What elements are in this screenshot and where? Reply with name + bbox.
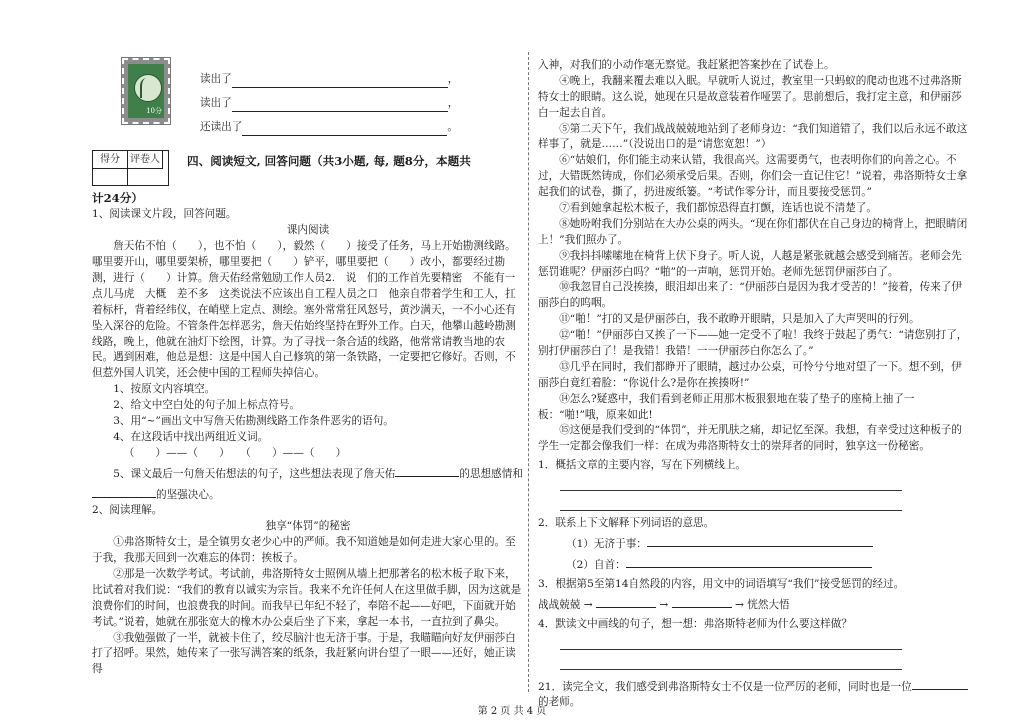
q2-passage-title: 独享“体罚”的秘密 (265, 520, 351, 533)
answer-line[interactable] (560, 496, 902, 511)
read-line-1: 读出了 ， (200, 64, 530, 88)
q2-paragraph: ⑫“啪！”伊丽莎白又挨了一下——她一定受不了啦！我终于鼓起了勇气：“请您别打了，别打伊丽莎白了！是我错！我错！一一伊丽莎白你怎么了。” (538, 329, 968, 358)
column-divider (528, 52, 529, 692)
q1-item: 1、按原文内容填空。 (113, 383, 216, 396)
score-box (92, 150, 169, 186)
read-line-2: 读出了 ， (200, 88, 530, 112)
answer-line[interactable] (912, 675, 968, 690)
q1-item-blanks: （ ）——（ ） （ ）——（ ） (123, 446, 347, 459)
q2-paragraph: ④晚上，我翻来覆去难以入眠。早就听人说过，教室里一只蚂蚁的爬动也逃不过弗洛斯特女士的眼睛。这么说，她现在只是故意装着作哑罢了。思前想后，我打定主意，和伊丽莎白一起去自首。 (538, 74, 962, 119)
q2-paragraph: ②那是一次数学考试。考试前，弗洛斯特女士照例从墙上把那著名的松木板子取下来，比试着对我们说：“我们的教育以诚实为宗旨。我来不允许任何人在这里做手脚，因为这就是浪费你们的时间，也浪费我的时间。而我早已年纪不轻了，奉陪不起——好吧，下面就开始考试。”说着，她就在那张宽大的橡木办公桌后坐了下来，拿起一本书，一直拉到了鼻尖。 (92, 567, 522, 628)
q2-paragraph: ①弗洛斯特女士，是全镇男女老少心中的严师。我不知道她是如何走进大家心里的。至于我，我那天回到一次难忘的体罚：挨板子。 (92, 536, 516, 565)
left-column (92, 58, 524, 678)
q2-paragraph: ③我勉强做了一半，就被卡住了，绞尽脑汁也无济于事。于是，我瞄瞄向好友伊丽莎白打了招呼。果然，她传来了一张写满答案的纸条，我赶紧向讲台望了一眼——还好，她正读得 (92, 631, 516, 676)
stamp-image (122, 58, 170, 124)
q2-question-2a: （1）无济于事： (538, 532, 970, 553)
q2-paragraph: ⑮这便是我们受到的“体罚”，并无肌肤之痛，却记忆至深。我想，有幸受过这种板子的学生一定都会像我们一样：在成为弗洛斯特女士的崇拜者的同时，独享这一份秘密。 (538, 424, 962, 453)
section-title-cont: 计24分） (92, 191, 143, 205)
q1-item: 4、在这段话中找出两组近义词。 (113, 430, 269, 443)
score-label: 得分 (93, 151, 128, 169)
q2-paragraph: ⑭怎么?疑惑中，我们看到老师正用那木板狠狠地在装了垫子的座椅上抽了一板：“啪!”哦，原来如此! (538, 392, 915, 421)
q2-question-2: 2．联系上下文解释下列词语的意思。 (538, 517, 715, 530)
q2-paragraph: ⑪“啪！”打的又是伊丽莎白，我不敢睁开眼睛，只是加入了大声哭叫的行列。 (559, 313, 920, 326)
right-column (538, 58, 970, 711)
stamp-denomination: 10分 (146, 106, 162, 115)
q1-item: 3、用“~”画出文中写詹天佑勘测线路工作条件恶劣的语句。 (113, 414, 394, 427)
q21-text: 21．读完全文，我们感受到弗洛斯特女士不仅是一位严厉的老师，同时也是一位的老师。 (538, 675, 970, 712)
q2-paragraph: 入神，对我们的小动作毫无察觉。我赶紧把答案抄在了试卷上。 (538, 59, 835, 71)
answer-line[interactable] (596, 593, 656, 608)
answer-line[interactable] (626, 553, 872, 568)
q2-paragraph: ⑨我抖抖嗦嗦地在椅背上伏下身子。听人说，人越是紧张就越会感受到痛苦。老师会先惩罚谁呢？伊丽莎白吗？“啪”的一声响，惩罚开始。老师先惩罚伊丽莎白了。 (538, 249, 962, 278)
q2-paragraph: ⑥“姑娘们，你们能主动来认错，我很高兴。这需要勇气，也表明你们的向善之心。不过，大错既然铸成，你们必须承受后果。否则，你们会一直记住它！”说着，弗洛斯特女士拿起我们的试卷，撕了，扔进废纸篓。“考试作零分计，而且要接受惩罚。” (538, 154, 968, 199)
q2-question-3: 3．根据第5至第14自然段的内容，用文中的词语填写“我们”接受惩罚的经过。 (538, 577, 905, 590)
answer-line[interactable] (560, 476, 902, 491)
grader-label: 评卷人 (128, 151, 163, 169)
q2-question-3-chain: 战战兢兢 → → → 恍然大悟 (538, 593, 970, 614)
q1-item5: 5、课文最后一句詹天佑想法的句子，这些想法表现了詹天佑 的思想感情和的坚强决心。 (92, 462, 524, 504)
q2-paragraph: ⑬几乎在同时，我们都睁开了眼睛，越过办公桌，可怜兮兮地对望了一下。想不到，伊丽莎白竟红着脸：“你说什么?是你在挨揍呀!” (538, 360, 962, 389)
answer-line[interactable] (647, 532, 873, 547)
q1-passage-title: 课内阅读 (286, 224, 330, 237)
q2-paragraph: ⑦看到她拿起松木板子，我们都惊恐得直打颤，连话也说不清楚了。 (559, 202, 877, 215)
q2-intro: 2、阅读理解。 (92, 504, 163, 517)
q1-item: 2、给文中空白处的句子加上标点符号。 (113, 399, 301, 412)
q2-paragraph: ⑤第二天下午，我们战战兢兢地站到了老师身边：“我们知道错了，我们以后永远不敢这样事了，就是……”（没说出口的是“请您宽恕！”） (538, 122, 968, 151)
answer-line[interactable] (560, 655, 902, 670)
q1-intro: 1、阅读课文片段，回答问题。 (92, 208, 237, 221)
q2-question-2b: （2）自首： (538, 553, 970, 574)
q2-question-4: 4．默读文中画线的句子，想一想：弗洛斯特老师为什么要这样做？ (538, 617, 852, 630)
section-header (92, 136, 524, 186)
leaf-icon (140, 78, 156, 98)
answer-line[interactable] (672, 593, 732, 608)
q2-paragraph: ⑧她吩咐我们分别站在大办公桌的两头。“现在你们都伏在自己身边的椅背上，把眼睛闭上！”我们照办了。 (538, 217, 968, 246)
section-title: 四、阅读短文, 回答问题（共3小题, 每, 题8分，本题共 (187, 154, 471, 168)
read-line-3: 还读出了 。 (200, 112, 530, 136)
q1-passage: 詹天佑不怕（ ），也不怕（ ），毅然（ ）接受了任务，马上开始勘测线路。哪里要开山，哪里要架桥，哪里要把（ ）铲平，哪里要把（ ）改小，都要经过勘测，进行（ ）计算。詹天佑经常勉励工作人员2. 说 们的工作首先要精密 不能有一点儿马虎 大概 差不多 这类说法不应该出自工程人员之口 他亲自带着学生和工人，扛着标杆，背着经纬仪，在峭壁上定点、测绘。塞外常常狂风怒号，黄沙满天，一不小心还有坠入深谷的危险。不管条件怎样恶劣，詹天佑始终坚持在野外工作。白天，他攀山越岭勘测线路，晚上，他就在油灯下绘图，计算。为了寻找一条合适的线路，他常常请教当地的农民。遇到困难，他总是想：这是中国人自己修筑的第一条铁路，一定要把它修好。否则，不但惹外国人讥笑，还会使中国的工程师失掉信心。 (92, 240, 516, 380)
q2-question-1: 1．概括文章的主要内容，写在下列横线上。 (538, 459, 747, 472)
stamp-reading-area (92, 58, 524, 136)
answer-line[interactable] (560, 635, 902, 650)
page-footer: 第 2 页 共 4 页 (477, 706, 547, 717)
q2-paragraph: ⑩我忽冒自己没挨揍，眼泪却出来了：“伊丽莎白是因为我才受苦的！”接着，传来了伊丽莎白的呜咽。 (538, 281, 962, 310)
